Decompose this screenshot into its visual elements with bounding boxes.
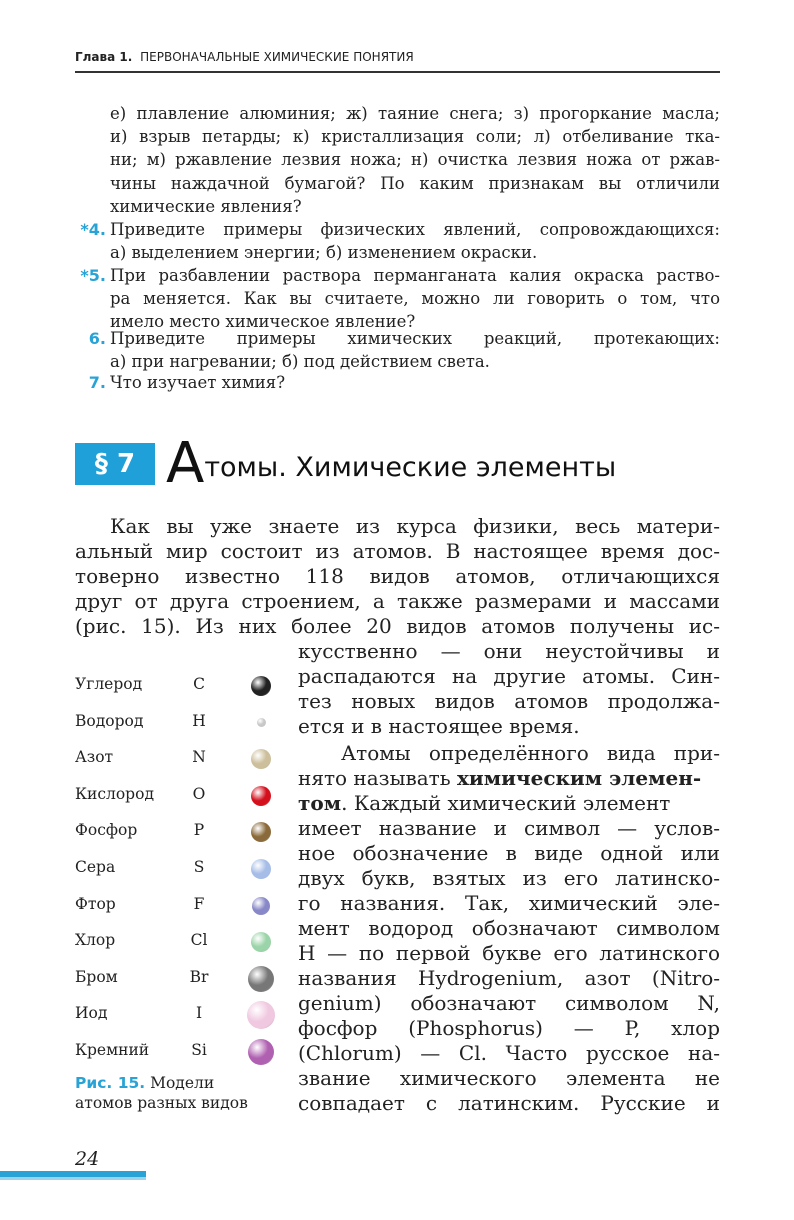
atom-model-sphere xyxy=(252,897,270,915)
section-badge: § 7 xyxy=(75,443,155,485)
body-line: совпадает с латинским. Русские и xyxy=(298,1091,720,1115)
body-line: фосфор (Phosphorus) — P, хлор xyxy=(298,1016,720,1040)
question-line: ни; м) ржавление лезвия ножа; н) очистка лезвия ножа от ржав- xyxy=(110,150,720,170)
question-line: и) взрыв петарды; к) кристаллизация соли; л) отбеливание тка- xyxy=(110,127,720,147)
question-line: Приведите примеры физических явлений, сопровождающихся: xyxy=(110,220,720,239)
caption-label: Рис. 15. xyxy=(75,1074,146,1092)
question-line: Что изучает химия? xyxy=(110,373,286,392)
chapter-label: Глава 1. xyxy=(75,50,133,64)
body-line: H — по первой букве его латинского xyxy=(298,941,720,965)
element-name: Кремний xyxy=(75,1041,150,1059)
atom-model-sphere xyxy=(251,932,271,952)
body-line: Атомы определённого вида при- xyxy=(341,741,720,765)
body-line: (Chlorum) — Cl. Часто русское на- xyxy=(298,1041,720,1065)
section-title-text: томы. Химические элементы xyxy=(204,452,617,483)
element-row xyxy=(75,1002,275,1026)
body-line: genium) обозначают символом N, xyxy=(298,991,720,1015)
caption-text: Модели xyxy=(145,1074,215,1092)
question-line: Приведите примеры химических реакций, протекающих: xyxy=(110,329,720,348)
element-name: Кислород xyxy=(75,784,154,803)
body-line: альный мир состоит из атомов. В настоящее время дос- xyxy=(75,539,720,563)
element-row xyxy=(75,929,275,953)
question-number: *4. xyxy=(80,220,106,239)
body-line: названия Hydrogenium, азот (Nitro- xyxy=(298,966,720,990)
page-number: 24 xyxy=(75,1148,100,1170)
body-line: тез новых видов атомов продолжа- xyxy=(298,689,720,713)
question-line: имело место химическое явление? xyxy=(110,312,416,332)
element-symbol: N xyxy=(192,748,206,767)
question-line: чины наждачной бумагой? По каким признакам вы отличили xyxy=(110,173,720,193)
element-name: Углерод xyxy=(75,675,143,693)
question-line: химические явления? xyxy=(110,196,302,216)
question-4 xyxy=(80,218,720,264)
body-line: го названия. Так, химический эле- xyxy=(298,891,720,915)
element-row xyxy=(75,1039,275,1063)
body-line: имеет название и символ — услов- xyxy=(298,816,720,840)
atom-model-sphere xyxy=(251,822,271,842)
element-symbol: O xyxy=(192,784,206,803)
atom-model-sphere xyxy=(248,966,274,992)
body-line: товерно известно 118 видов атомов, отличающихся xyxy=(75,564,720,588)
body-line: звание химического элемента не xyxy=(298,1066,720,1090)
term-highlight: химическим элемен- xyxy=(456,766,702,790)
question-6 xyxy=(88,327,720,373)
element-symbol: Br xyxy=(189,967,209,986)
element-name: Фосфор xyxy=(75,821,138,840)
element-symbol: C xyxy=(193,675,205,693)
atom-model-sphere xyxy=(251,749,271,769)
element-symbol: S xyxy=(193,858,205,876)
element-symbol: Si xyxy=(191,1041,207,1059)
footer-bar xyxy=(0,1177,146,1180)
atom-model-sphere xyxy=(251,676,271,696)
caption-text: атомов разных видов xyxy=(75,1094,248,1112)
atom-model-sphere xyxy=(251,859,271,879)
body-line: Как вы уже знаете из курса физики, весь матери- xyxy=(110,514,720,538)
element-name: Иод xyxy=(75,1004,108,1023)
element-row xyxy=(75,710,275,734)
section-title xyxy=(166,431,617,496)
term-highlight: том xyxy=(298,791,342,815)
question-line: а) выделением энергии; б) изменением окраски. xyxy=(110,243,538,263)
element-row xyxy=(75,783,275,807)
question-line: а) при нагревании; б) под действием света. xyxy=(110,352,490,372)
question-7 xyxy=(88,371,720,394)
element-row xyxy=(75,966,275,990)
question-line: При разбавлении раствора перманганата калия окраска раство- xyxy=(110,266,720,285)
element-symbol: P xyxy=(193,821,205,840)
question-number: 7. xyxy=(88,373,106,392)
question-number: 6. xyxy=(88,329,106,348)
question-number: *5. xyxy=(80,266,106,285)
body-text: нято называть xyxy=(298,766,457,790)
element-row xyxy=(75,856,275,880)
running-header-text xyxy=(75,50,414,64)
element-name: Бром xyxy=(75,967,118,986)
element-name: Фтор xyxy=(75,894,116,913)
element-name: Азот xyxy=(75,748,114,767)
body-line: распадаются на другие атомы. Син- xyxy=(298,664,720,688)
element-name: Водород xyxy=(75,711,144,730)
section-title-initial: А xyxy=(166,431,205,496)
element-row xyxy=(75,819,275,843)
body-line: ется и в настоящее время. xyxy=(298,714,580,738)
question-line: ра меняется. Как вы считаете, можно ли говорить о том, что xyxy=(110,289,720,309)
atom-model-sphere xyxy=(251,786,271,806)
body-line: кусственно — они неустойчивы и xyxy=(298,639,720,663)
body-line: ное обозначение в виде одной или xyxy=(298,841,720,865)
figure-caption xyxy=(75,1073,248,1113)
element-symbol: I xyxy=(195,1004,203,1023)
chapter-title: ПЕРВОНАЧАЛЬНЫЕ ХИМИЧЕСКИЕ ПОНЯТИЯ xyxy=(140,50,414,64)
body-line: двух букв, взятых из его латинско- xyxy=(298,866,720,890)
question-5 xyxy=(80,264,720,334)
element-symbol: H xyxy=(192,711,206,730)
element-name: Хлор xyxy=(75,931,116,950)
body-line-term xyxy=(298,791,720,816)
body-line-term xyxy=(298,766,720,791)
element-row xyxy=(75,746,275,770)
body-line: друг от друга строением, а также размерами и массами xyxy=(75,589,720,613)
element-symbol: F xyxy=(193,894,205,913)
element-row xyxy=(75,893,275,917)
body-text: . Каждый химический элемент xyxy=(341,791,671,815)
element-name: Сера xyxy=(75,858,116,876)
atom-model-sphere xyxy=(247,1001,275,1029)
atom-model-sphere xyxy=(248,1039,274,1065)
atom-model-sphere xyxy=(257,718,266,727)
body-line: мент водород обозначают символом xyxy=(298,916,720,940)
question-continuation xyxy=(110,102,720,218)
element-row xyxy=(75,673,275,697)
body-line: (рис. 15). Из них более 20 видов атомов получены ис- xyxy=(75,614,720,638)
element-symbol: Cl xyxy=(190,931,208,950)
question-line: е) плавление алюминия; ж) таяние снега; з) прогоркание масла; xyxy=(110,104,720,123)
